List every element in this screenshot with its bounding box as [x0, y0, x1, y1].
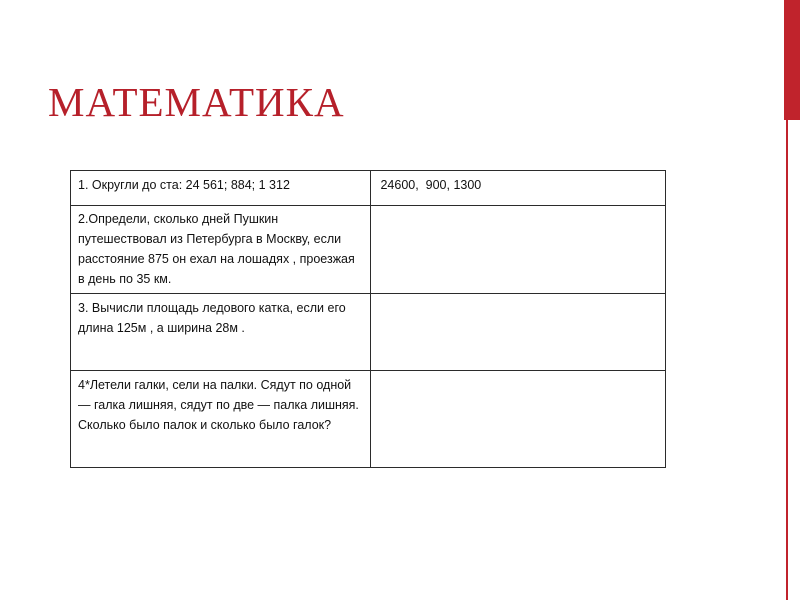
- table-row: [71, 206, 666, 294]
- task-question: 4*Летели галки, сели на палки. Сядут по одной — галка лишняя, сядут по две — палка лишняя. Сколько было палок и сколько было галок?: [71, 371, 371, 468]
- task-question: 2.Определи, сколько дней Пушкин путешествовал из Петербурга в Москву, если расстояние 875 он ехал на лошадях , проезжая в день по 35 км.: [71, 206, 371, 294]
- table-row: [71, 371, 666, 468]
- tasks-table: [70, 170, 666, 468]
- task-answer: [371, 206, 666, 294]
- accent-bar: [784, 0, 800, 120]
- task-answer: [371, 371, 666, 468]
- table-row: [71, 171, 666, 206]
- task-question: 3. Вычисли площадь ледового катка, если его длина 125м , а ширина 28м .: [71, 294, 371, 371]
- slide-title: МАТЕМАТИКА: [48, 79, 345, 125]
- task-answer: 24600, 900, 1300: [371, 171, 666, 206]
- accent-line: [786, 120, 788, 600]
- table-row: [71, 294, 666, 371]
- task-question: 1. Округли до ста: 24 561; 884; 1 312: [71, 171, 371, 206]
- task-answer: [371, 294, 666, 371]
